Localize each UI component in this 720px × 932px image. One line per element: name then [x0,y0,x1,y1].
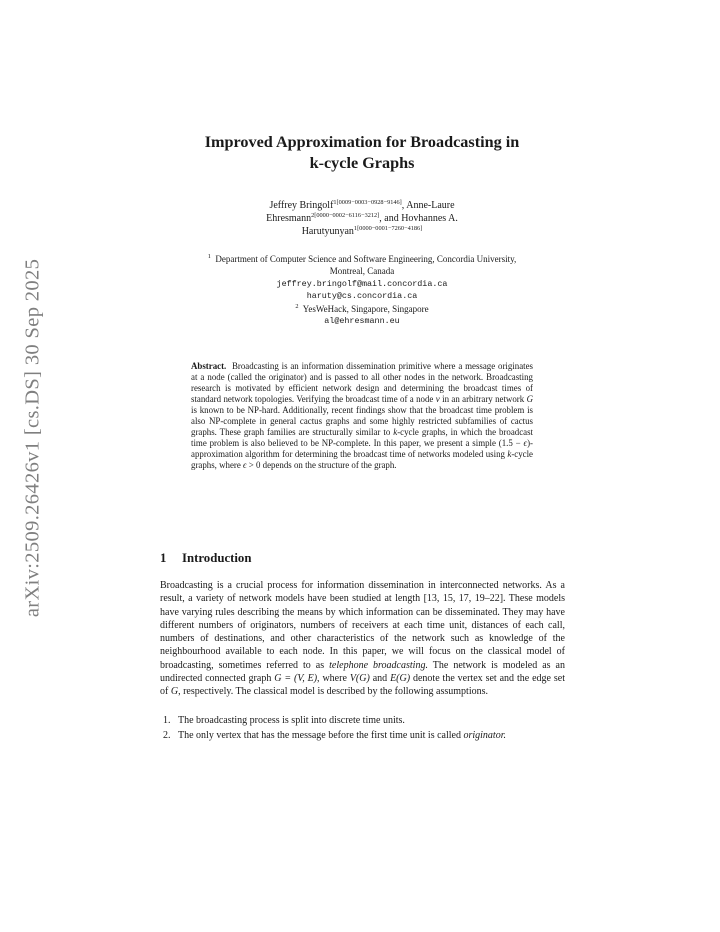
affiliation-marker: 1 [207,253,211,260]
orcid-superscript: 1[0000−0001−7260−4186] [353,225,423,232]
orcid-superscript: 2[0000−0002−6116−3212] [311,212,380,219]
author-name: Ehresmann [266,213,312,224]
intro-text: and [369,673,391,685]
intro-text: , where [317,673,350,685]
list-text: The broadcasting process is split into discrete time units. [178,715,405,726]
arxiv-id-text: arXiv:2509.26426v1 [cs.DS] 30 Sep 2025 [21,258,44,618]
author-separator: , Anne-Laure [401,200,455,211]
intro-text: , respectively. The classical model is described by the following assumptions. [178,686,489,698]
abstract-text: is known to be NP-hard. Additionally, recent findings show that the broadcast time problem is also NP-complete in general cactus graphs and some highly restricted subfamilies of cactus graphs. These graph families are structurally similar to [191,405,533,438]
abstract-label: Abstract. [191,361,227,371]
author-list [160,199,564,238]
abstract-text: -cycle graphs, in which the broadcast time problem is also believed to be NP-complete. In this paper, we present a simple (1.5 − [191,427,534,449]
intro-text: denote the vertex set and the edge set of [160,673,565,698]
author-name: Jeffrey Bringolf [269,200,334,211]
math-var: k [507,449,512,460]
list-item [160,729,565,742]
email-2: haruty@cs.concordia.ca [306,291,418,302]
affiliation-1 [160,253,564,265]
affiliation-marker: 2 [295,302,299,310]
author-separator: , and Hovhannes A. [379,213,458,224]
math-var: G [170,686,179,698]
author-line-1 [160,199,564,212]
section-heading [160,551,251,566]
math-var: ϵ [243,460,247,471]
list-number: 1. [163,715,171,726]
intro-text: Broadcasting is a crucial process for information dissemination in interconnected networks. As a result, a variety of network models have been studied at length [13, 15, 17, 19–22]. These models have varying rules describing the means by which information can be disseminated. They may have different numbers of originators, numbers of receivers at each time unit, distances of each call, numbers of destinations, and other characteristics of the network such as knowledge of the neighbourhood available to each node. In this paper, we will focus on the classical model of broadcasting, sometimes referred to as [160,580,565,671]
abstract-text: in an arbitrary network [439,394,527,405]
math-var: ϵ [523,438,528,449]
title-line-1: Improved Approximation for Broadcasting in [204,133,520,151]
abstract [191,361,533,471]
department-line-2: Montreal, Canada [329,266,395,277]
list-text: The only vertex that has the message before the first time unit is called [178,730,464,742]
math-expression: E(G) [390,673,411,685]
abstract-text: )-approximation algorithm for determining the broadcast time of networks modeled using [191,438,533,460]
affiliation-2 [160,303,564,315]
section-number: 1 [160,551,167,565]
affiliations [160,253,564,327]
intro-text: The network is modeled as an undirected connected graph [160,659,565,685]
list-item [160,714,565,727]
math-expression: G = (V, E) [274,673,318,685]
math-var: G [526,394,533,405]
abstract-text: Broadcasting is an information dissemination primitive where a message originates at a node (called the originator) and is passed to all other nodes in the network. Broadcasting research is motivated by efficient network design and determining the broadcast times of standard network topologies. Verifying the broadcast time of a node [191,361,534,405]
department-line-1: Department of Computer Science and Software Engineering, Concordia University, [215,254,517,264]
author-line-3 [160,225,564,238]
arxiv-watermark [21,228,45,648]
intro-paragraph [160,579,565,699]
math-var: v [435,394,440,405]
list-emphasis: originator. [463,730,506,742]
title-line-2: k-cycle Graphs [309,154,415,172]
organization-2: YesWeHack, Singapore, Singapore [302,303,429,314]
orcid-superscript: 1[0009−0003−0928−9146] [333,199,402,206]
email-1: jeffrey.bringolf@mail.concordia.ca [276,278,448,289]
author-line-2 [160,212,564,225]
list-number: 2. [163,730,171,742]
abstract-text: > 0 depends on the structure of the graph. [246,460,397,471]
email-3: al@ehresmann.eu [324,316,400,327]
section-title: Introduction [182,551,252,565]
abstract-text: -cycle graphs, where [191,449,533,471]
intro-emphasis: telephone broadcasting. [329,659,428,671]
math-var: k [393,427,398,438]
paper-title [160,132,564,174]
assumption-list [160,714,565,743]
author-name: Harutyunyan [301,226,354,237]
math-expression: V(G) [349,673,370,685]
